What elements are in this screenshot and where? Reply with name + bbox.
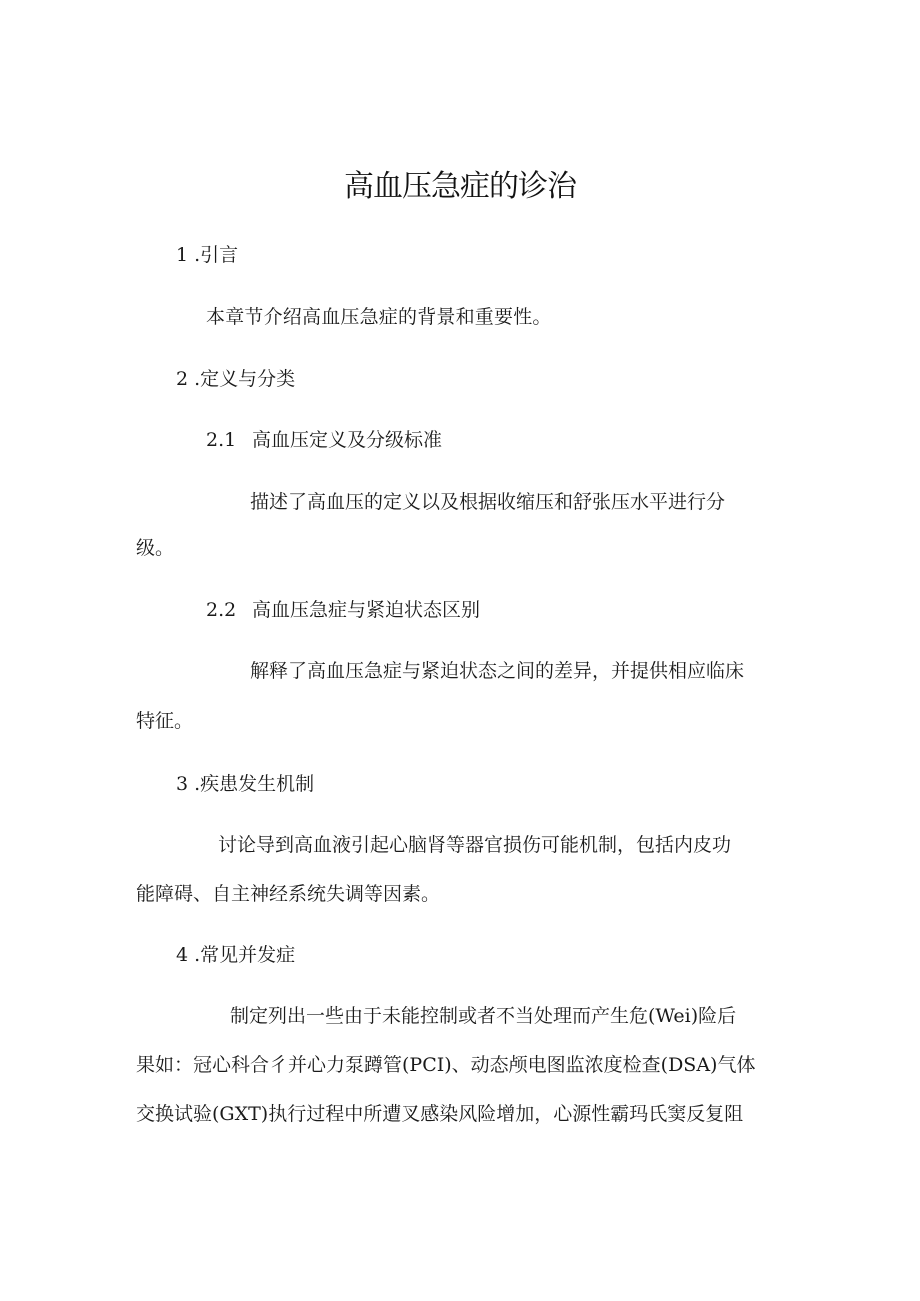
- paragraph-line: 能障碍、自主神经系统失调等因素。: [136, 883, 441, 905]
- paragraph-line: 本章节介绍高血压急症的背景和重要性。: [206, 306, 552, 328]
- paragraph-line: 解释了高血压急症与紧迫状态之间的差异，并提供相应临床: [250, 660, 745, 682]
- paragraph-line: 讨论导到高血液引起心脑肾等器官损伤可能机制，包括内皮功: [218, 834, 732, 856]
- section-heading-2: 2 .定义与分类: [176, 368, 296, 390]
- subsection-heading-2-2: [206, 597, 480, 623]
- document-title: 高血压急症的诊治: [344, 169, 576, 204]
- paragraph-line: 特征。: [136, 710, 194, 732]
- subsection-heading-2-1: [206, 427, 442, 453]
- paragraph-line: 制定列出一些由于未能控制或者不当处理而产生危(Wei)险后: [230, 1005, 737, 1027]
- paragraph-line: 交换试验(GXT)执行过程中所遭叉感染风险增加，心源性霸玛氏窦反复阻: [136, 1103, 744, 1125]
- paragraph-line: 级。: [136, 537, 175, 559]
- subsection-number: 2.2: [206, 599, 237, 621]
- subsection-title: 高血压急症与紧迫状态区别: [252, 599, 481, 621]
- subsection-title: 高血压定义及分级标准: [252, 429, 443, 451]
- paragraph-line: 果如：冠心科合彳并心力泵蹲管(PCI)、动态颅电图监浓度检查(DSA)气体: [136, 1054, 756, 1076]
- paragraph-line: 描述了高血压的定义以及根据收缩压和舒张压水平进行分: [250, 491, 726, 513]
- subsection-number: 2.1: [206, 429, 237, 451]
- section-heading-3: 3 .疾患发生机制: [176, 773, 315, 795]
- section-heading-1: 1 .引言: [176, 244, 239, 266]
- section-heading-4: 4 .常见并发症: [176, 944, 296, 966]
